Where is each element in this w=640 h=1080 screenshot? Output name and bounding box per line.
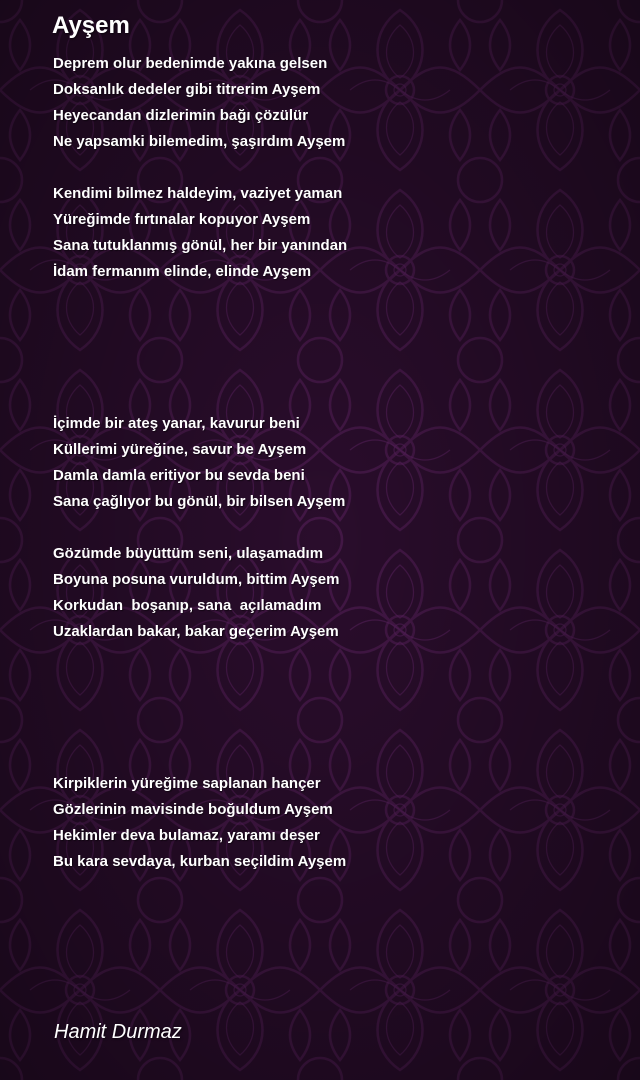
poem-line: Bu kara sevdaya, kurban seçildim Ayşem [53, 853, 347, 870]
stanza-5 [53, 771, 346, 875]
poem-line: Gözümde büyüttüm seni, ulaşamadım [53, 545, 324, 562]
poem-line: Heyecandan dizlerimin bağı çözülür [53, 107, 309, 124]
poem-title: Ayşem [52, 12, 130, 39]
poem-line: Yüreğimde fırtınalar kopuyor Ayşem [53, 211, 311, 228]
poem-line: İçimde bir ateş yanar, kavurur beni [53, 415, 300, 432]
author-name: Hamit Durmaz [54, 1021, 182, 1043]
poem-line: Küllerimi yüreğine, savur be Ayşem [53, 441, 307, 458]
poem-line: Doksanlık dedeler gibi titrerim Ayşem [53, 81, 321, 98]
poem-line: Kendimi bilmez haldeyim, vaziyet yaman [53, 185, 343, 202]
poem-line: Damla damla eritiyor bu sevda beni [53, 467, 305, 484]
poem-line: Uzaklardan bakar, bakar geçerim Ayşem [53, 623, 339, 640]
poem-line: Korkudan boşanıp, sana açılamadım [53, 597, 322, 614]
poem-line: Boyuna posuna vuruldum, bittim Ayşem [53, 571, 340, 588]
stanza-2 [53, 181, 347, 285]
poem-line: Deprem olur bedenimde yakına gelsen [53, 55, 328, 72]
poem-line: Hekimler deva bulamaz, yaramı deşer [53, 827, 320, 844]
stanza-3 [53, 411, 345, 515]
poem-line: İdam fermanım elinde, elinde Ayşem [53, 263, 312, 280]
poem-line: Kirpiklerin yüreğime saplanan hançer [53, 775, 321, 792]
stanza-4 [53, 541, 339, 645]
poem-line: Sana çağlıyor bu gönül, bir bilsen Ayşem [53, 493, 346, 510]
stanza-1 [53, 51, 345, 155]
poem-line: Ne yapsamki bilemedim, şaşırdım Ayşem [53, 133, 346, 150]
poem-line: Gözlerinin mavisinde boğuldum Ayşem [53, 801, 333, 818]
poem-line: Sana tutuklanmış gönül, her bir yanından [53, 237, 348, 254]
